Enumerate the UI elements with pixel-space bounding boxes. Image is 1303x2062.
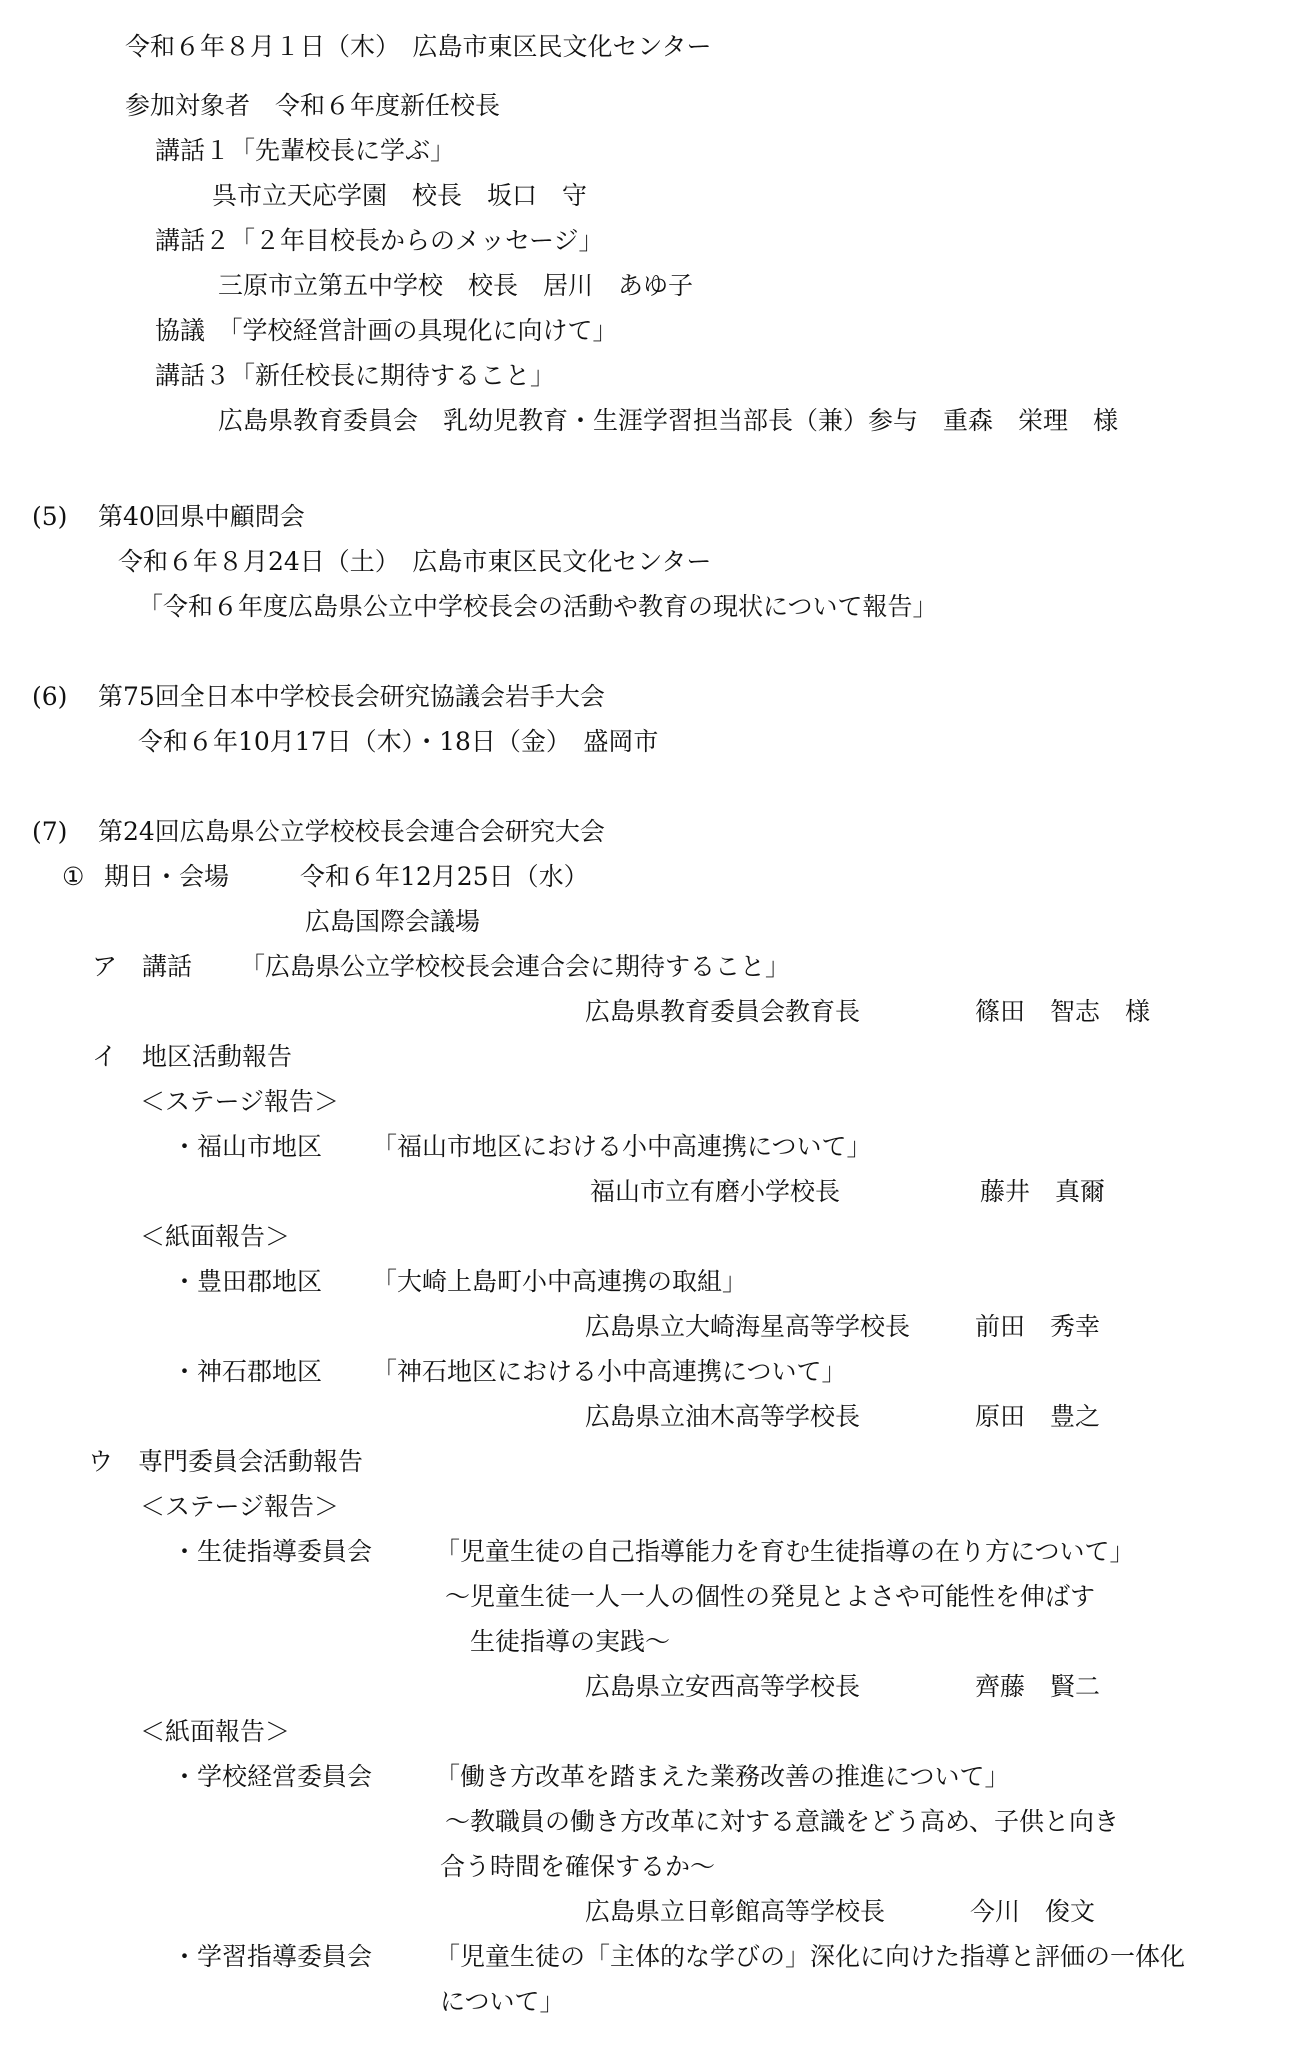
s5-number: (5) <box>32 502 68 531</box>
s7-i-r3-name: 原田 豊之 <box>975 1402 1101 1431</box>
s7-u-r2-org: 広島県立日彰館高等学校長 <box>585 1897 886 1926</box>
s7-item1-venue: 広島国際会議場 <box>305 907 481 936</box>
s7-u-r3-title: 「児童生徒の「主体的な学びの」深化に向けた指導と評価の一体化 <box>435 1942 1186 1971</box>
s7-item1-number: ① <box>62 862 85 891</box>
s7-u-r2-comm: ・学校経営委員会 <box>172 1762 373 1791</box>
s7-u-r3-title2: について」 <box>440 1987 565 2016</box>
s7-u-stage: ＜ステージ報告＞ <box>140 1492 340 1521</box>
s4-lecture3-speaker: 広島県教育委員会 乳幼児教育・生涯学習担当部長（兼）参与 重森 栄理 様 <box>218 406 1119 435</box>
s7-a-title: 「広島県公立学校校長会連合会に期待すること」 <box>240 952 791 981</box>
s7-i-r3-area: ・神石郡地区 <box>172 1357 323 1386</box>
s7-item1-date: 令和６年12月25日（水） <box>300 862 589 891</box>
s7-u-r1-sub2: 生徒指導の実践～ <box>470 1627 671 1656</box>
s7-u-r1-sub1: ～児童生徒一人一人の個性の発見とよさや可能性を伸ばす <box>445 1582 1096 1611</box>
s7-item1-label: 期日・会場 <box>104 862 230 891</box>
s7-u-r2-sub2: 合う時間を確保するか～ <box>440 1852 716 1881</box>
s7-number: (7) <box>32 817 68 846</box>
s7-i-r3-title: 「神石地区における小中高連携について」 <box>372 1357 847 1386</box>
s4-lecture2-speaker: 三原市立第五中学校 校長 居川 あゆ子 <box>218 271 694 300</box>
s7-i-r2-name: 前田 秀幸 <box>975 1312 1101 1341</box>
s6-date-venue: 令和６年10月17日（木）・18日（金） 盛岡市 <box>138 727 659 756</box>
s5-topic: 「令和６年度広島県公立中学校長会の活動や教育の現状について報告」 <box>138 592 938 621</box>
s7-u-r3-comm: ・学習指導委員会 <box>172 1942 373 1971</box>
s5-date-venue: 令和６年８月24日（土） 広島市東区民文化センター <box>118 547 712 576</box>
s7-i-stage: ＜ステージ報告＞ <box>140 1087 340 1116</box>
s7-i-r1-name: 藤井 真爾 <box>980 1177 1106 1206</box>
s6-number: (6) <box>32 682 68 711</box>
s7-i-label: イ 地区活動報告 <box>92 1042 293 1071</box>
s7-u-r1-comm: ・生徒指導委員会 <box>172 1537 373 1566</box>
s7-u-label: ウ 専門委員会活動報告 <box>88 1447 364 1476</box>
s7-i-r1-title: 「福山市地区における小中高連携について」 <box>372 1132 872 1161</box>
s7-u-r2-name: 今川 俊文 <box>970 1897 1096 1926</box>
s4-discussion: 協議 「学校経営計画の具現化に向けて」 <box>155 316 618 345</box>
s5-title: 第40回県中顧問会 <box>98 502 305 531</box>
s7-i-r2-area: ・豊田郡地区 <box>172 1267 323 1296</box>
s4-lecture3: 講話３「新任校長に期待すること」 <box>155 361 556 390</box>
s7-u-r1-name: 齊藤 賢二 <box>975 1672 1101 1701</box>
s4-lecture1: 講話１「先輩校長に学ぶ」 <box>155 136 456 165</box>
s7-a-label: ア 講話 <box>92 952 193 981</box>
s7-u-r1-title: 「児童生徒の自己指導能力を育む生徒指導の在り方について」 <box>435 1537 1135 1566</box>
s4-date-venue: 令和６年８月１日（木） 広島市東区民文化センター <box>125 32 712 61</box>
s7-u-r1-org: 広島県立安西高等学校長 <box>585 1672 861 1701</box>
s7-a-name: 篠田 智志 様 <box>975 997 1151 1026</box>
s7-i-r1-area: ・福山市地区 <box>172 1132 323 1161</box>
s7-title: 第24回広島県公立学校校長会連合会研究大会 <box>98 817 605 846</box>
s7-a-org: 広島県教育委員会教育長 <box>585 997 861 1026</box>
s7-u-r2-sub1: ～教職員の働き方改革に対する意識をどう高め、子供と向き <box>445 1807 1120 1836</box>
s6-title: 第75回全日本中学校長会研究協議会岩手大会 <box>98 682 605 711</box>
s7-u-paper: ＜紙面報告＞ <box>140 1717 291 1746</box>
s4-lecture1-speaker: 呉市立天応学園 校長 坂口 守 <box>212 181 588 210</box>
s7-i-r2-title: 「大崎上島町小中高連携の取組」 <box>372 1267 748 1296</box>
s4-lecture2: 講話２「２年目校長からのメッセージ」 <box>155 226 604 255</box>
s7-i-r1-org: 福山市立有磨小学校長 <box>590 1177 841 1206</box>
s7-i-r3-org: 広島県立油木高等学校長 <box>585 1402 861 1431</box>
s4-target: 参加対象者 令和６年度新任校長 <box>125 91 501 120</box>
s7-i-r2-org: 広島県立大崎海星高等学校長 <box>585 1312 911 1341</box>
s7-u-r2-title: 「働き方改革を踏まえた業務改善の推進について」 <box>435 1762 1010 1791</box>
s7-i-paper: ＜紙面報告＞ <box>140 1222 291 1251</box>
